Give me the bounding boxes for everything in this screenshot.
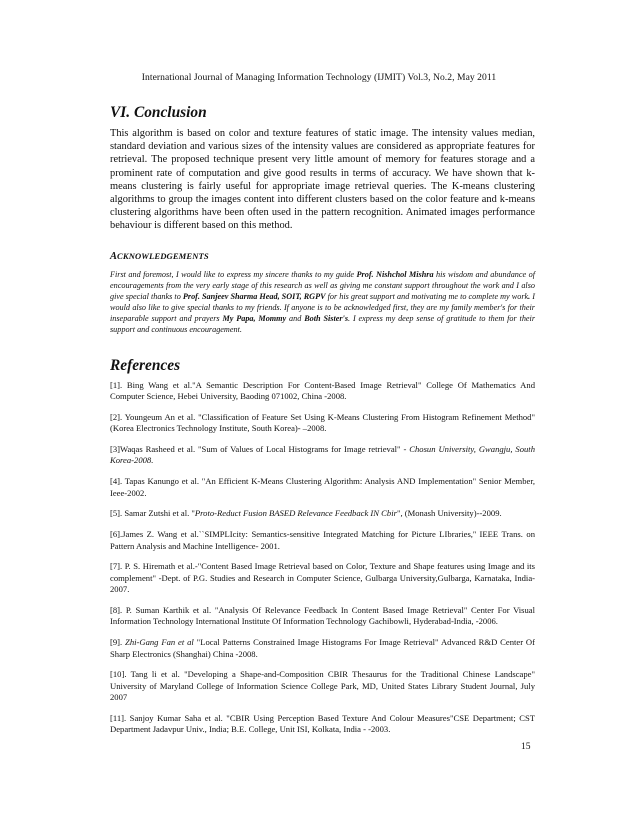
reference-item bbox=[110, 412, 535, 435]
reference-item bbox=[110, 444, 535, 467]
ack-text-2: his wisdom and abundance of encouragements from the very early stage of this research as well as giving me constant support throughout the work and I also give special thanks to bbox=[110, 269, 535, 301]
reference-italic-text: Chosun University, Gwangju, South Korea-2008. bbox=[110, 444, 535, 466]
ack-guide-name: Prof. Nishchol Mishra bbox=[356, 269, 434, 279]
reference-text: [10]. Tang li et al. "Developing a Shape-and-Composition CBIR Thesaurus for the Traditional Chinese Landscape" University of Maryland College of Information Science College Park, MD, United States Library Student Journal, July 2007 bbox=[110, 669, 535, 703]
reference-text: [4]. Tapas Kanungo et al. "An Efficient K-Means Clustering Algorithm: Analysis AND Implementation" Senior Member, Ieee-2002. bbox=[110, 476, 535, 498]
ack-text-1: First and foremost, I would like to express my sincere thanks to my guide bbox=[110, 269, 357, 279]
ack-parents: My Papa, Mommy bbox=[222, 313, 287, 323]
running-header: International Journal of Managing Information Technology (IJMIT) Vol.3, No.2, May 2011 bbox=[141, 72, 497, 83]
reference-text-tail: ", (Monash University)--2009. bbox=[396, 508, 502, 519]
reference-item bbox=[110, 380, 535, 403]
acknowledgements-heading bbox=[110, 251, 535, 262]
reference-list bbox=[110, 380, 535, 736]
acknowledgements-paragraph bbox=[110, 269, 535, 335]
page-number: 15 bbox=[521, 741, 531, 752]
ack-text-5: and bbox=[286, 313, 305, 323]
reference-italic-text: Proto-Reduct Fusion BASED Relevance Feedback IN Cbir bbox=[194, 508, 397, 519]
reference-item bbox=[110, 637, 535, 660]
conclusion-heading: VI. Conclusion bbox=[110, 104, 207, 121]
reference-text: [2]. Youngeum An et al. "Classification of Feature Set Using K-Means Clustering From Histogram Refinement Method" (Korea Electronics Technology Institute, South Korea)- –2008. bbox=[110, 411, 535, 434]
reference-item bbox=[110, 529, 535, 552]
reference-text: [7]. P. S. Hiremath et al.-"Content Based Image Retrieval based on Color, Texture and Shape features using Image and its complement" -Dept. of P.G. Studies and Research in Computer Science, Gulbarga University,Gulbarga, Karnataka, India-2007. bbox=[110, 561, 535, 595]
references-heading: References bbox=[110, 356, 181, 374]
reference-item bbox=[110, 605, 535, 628]
reference-item bbox=[110, 713, 535, 736]
reference-text: [6].James Z. Wang et al.``SIMPLIcity: Semantics-sensitive Integrated Matching for Picture LIbraries,'' IEEE Trans. on Pattern Analysis and Machine Intelligence- 2001. bbox=[110, 529, 535, 551]
reference-text-tail: "Local Patterns Constrained Image Histograms For Image Retrieval" Advanced R&D Center Of Sharp Electronics (Shanghai) China -2008. bbox=[110, 637, 535, 659]
reference-item bbox=[110, 669, 535, 703]
reference-item bbox=[110, 561, 535, 595]
reference-text: [3]Waqas Rasheed et al. "Sum of Values of Local Histograms for Image retrieval" - bbox=[110, 444, 410, 455]
reference-text: [1]. Bing Wang et al."A Semantic Description For Content-Based Image Retrieval" College Of Mathematics And Computer Science, Hebei University, Baoding 071002, China -2008. bbox=[110, 379, 535, 402]
reference-text: [11]. Sanjoy Kumar Saha et al. "CBIR Using Perception Based Texture And Colour Measures"CSE Department; CST Department Jadavpur Univ., India; B.E. College, Unit ISI, Kolkata, India - -2003. bbox=[110, 713, 535, 735]
reference-text: [5]. Samar Zutshi et al. " bbox=[110, 508, 195, 519]
main-content bbox=[110, 104, 535, 745]
ack-head-name: Prof. Sanjeev Sharma Head, SOIT, RGPV bbox=[182, 291, 326, 301]
ack-sisters: Both Sister's bbox=[304, 313, 349, 323]
reference-item bbox=[110, 476, 535, 499]
acknowledgements-heading-rest: CKNOWLEDGEMENTS bbox=[117, 250, 209, 261]
reference-italic-text: Zhi-Gang Fan et al bbox=[125, 637, 194, 648]
ack-period: . bbox=[528, 291, 531, 301]
acknowledgements-heading-initial: A bbox=[110, 250, 118, 262]
reference-text: [8]. P. Suman Karthik et al. "Analysis Of Relevance Feedback In Content Based Image Retrieval" Center For Visual Information Technology International Institute Of Information Technology Gachibowli, Hyderabad-India, -2006. bbox=[110, 605, 535, 627]
ack-text-3: for his great support and motivating me to complete my work bbox=[325, 291, 529, 301]
reference-text: [9]. bbox=[110, 637, 126, 648]
ack-text-4: I would also like to give special thanks to my friends. If anyone is to be acknowledged first, they are my family member's for their inseparable support and prayers bbox=[110, 291, 536, 323]
ack-text-6: . I express my deep sense of gratitude to them for their support and continuous encouragement. bbox=[110, 313, 536, 334]
conclusion-paragraph: This algorithm is based on color and texture features of static image. The intensity values median, standard deviation and various sizes of the intensity values are considered as appropriate features for retrieval. The proposed technique present very little amount of memory for features storage and a prominent rate of computation and give good results in terms of accuracy. We have shown that k-means clustering is fairly useful for appropriate image retrieval queries. The K-means clustering algorithms to group the images content into different clusters based on the color feature and k-means clustering algorithms have been often used in the pattern recognition. Animated images performance behaviour is different based on this method. bbox=[110, 128, 535, 232]
reference-item bbox=[110, 508, 535, 519]
